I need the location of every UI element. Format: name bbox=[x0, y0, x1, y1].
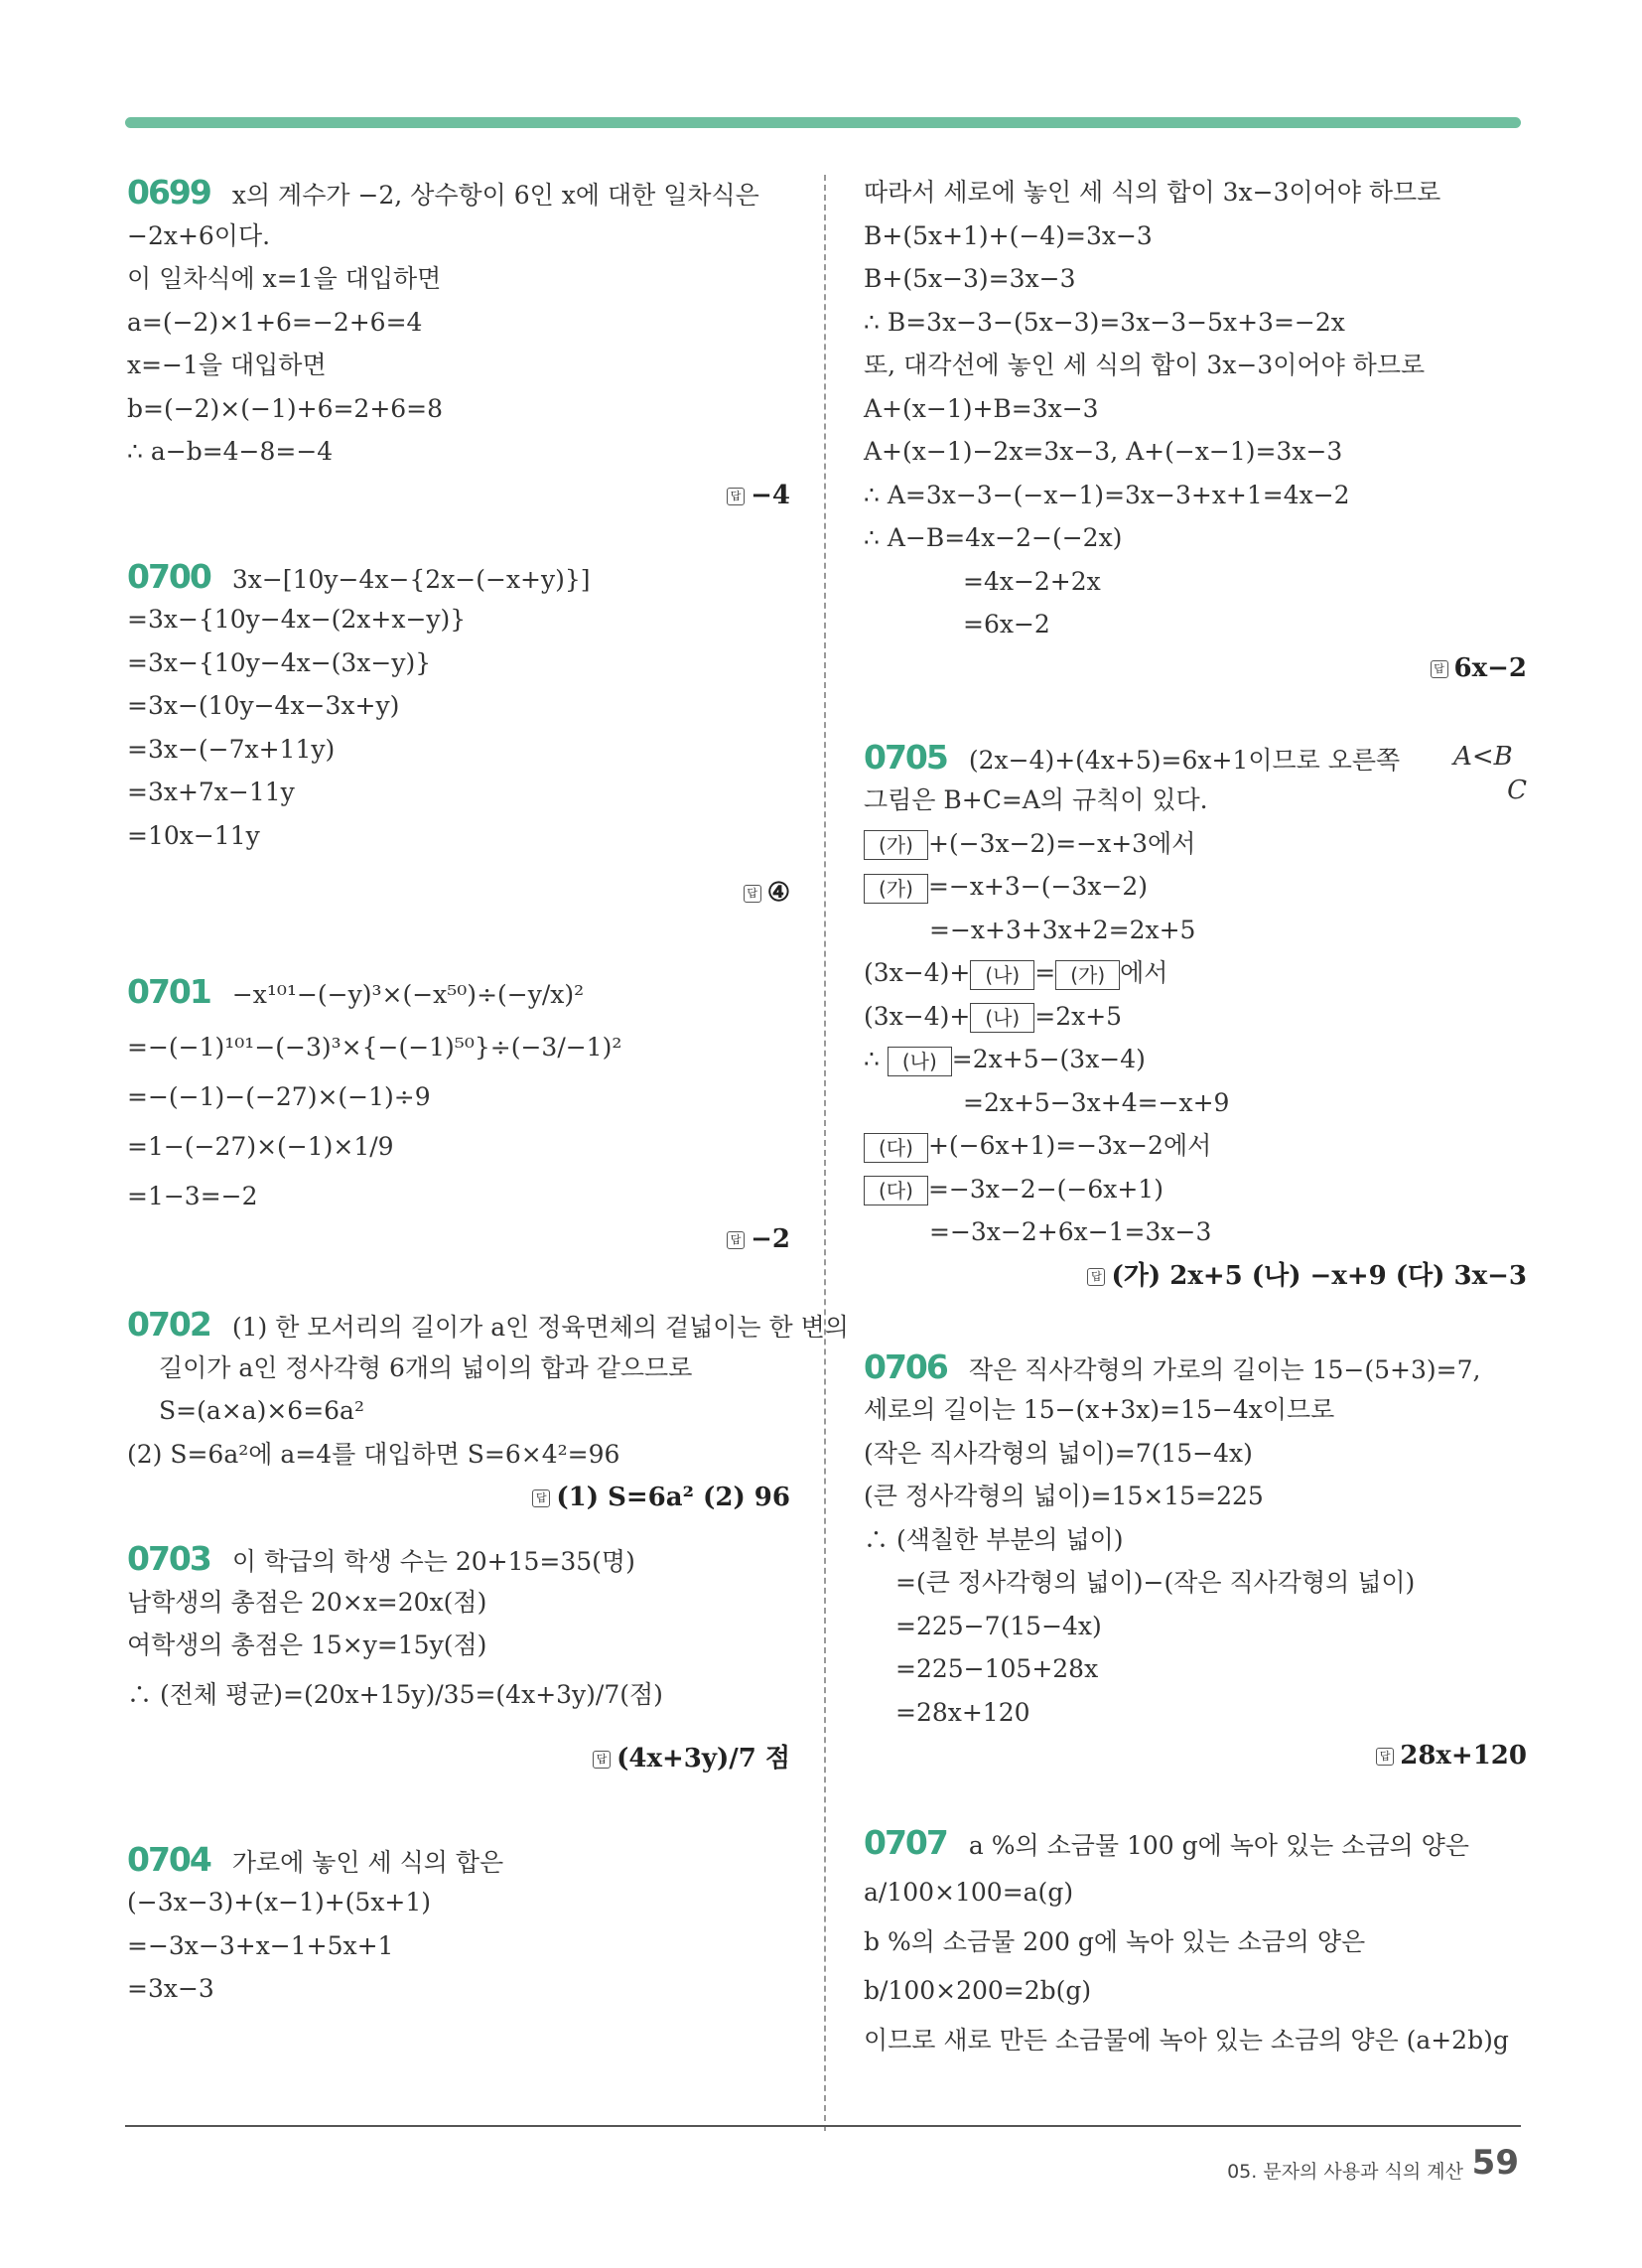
problem-0702 bbox=[127, 1303, 849, 1519]
solution-line: A+(x−1)−2x=3x−3, A+(−x−1)=3x−3 bbox=[864, 437, 1343, 466]
blank-box-ga: (가) bbox=[864, 830, 928, 860]
page-number: 59 bbox=[1471, 2143, 1519, 2183]
answer-value: −4 bbox=[751, 480, 790, 510]
solution-line: ∴ A−B=4x−2−(−2x) bbox=[864, 523, 1123, 552]
left-column bbox=[127, 171, 849, 2011]
right-column bbox=[864, 171, 1527, 2062]
solution-line: 이 학급의 학생 수는 20+15=35(명) bbox=[231, 1547, 635, 1576]
solution-line: +(−6x+1)=−3x−2에서 bbox=[927, 1131, 1212, 1160]
answer-mark-icon: 답 bbox=[744, 885, 761, 903]
equals-sign: = bbox=[1034, 958, 1056, 987]
solution-line: =3x−3 bbox=[127, 1974, 214, 2003]
solution-line: x=−1을 대입하면 bbox=[127, 351, 327, 379]
solution-line: (−3x−3)+(x−1)+(5x+1) bbox=[127, 1888, 432, 1916]
solution-line: ∴ (색칠한 부분의 넓이) bbox=[864, 1524, 1124, 1554]
problem-0700 bbox=[127, 555, 790, 916]
problem-number: 0704 bbox=[127, 1839, 210, 1879]
solution-line: =2x+5−3x+4=−x+9 bbox=[963, 1087, 1230, 1117]
answer-mark-icon: 답 bbox=[1376, 1748, 1394, 1766]
solution-line: =−x+3−(−3x−2) bbox=[927, 872, 1149, 901]
answer-value: −2 bbox=[751, 1224, 790, 1254]
solution-line: b %의 소금물 200 g에 녹아 있는 소금의 양은 bbox=[864, 1926, 1366, 1956]
diagram-c: C bbox=[1507, 775, 1527, 805]
blank-box-na: (나) bbox=[970, 960, 1034, 990]
blank-box-na: (나) bbox=[888, 1047, 952, 1076]
answer-mark-icon: 답 bbox=[727, 1231, 745, 1249]
problem-0704-continued bbox=[864, 171, 1527, 690]
solution-line: 이 일차식에 x=1을 대입하면 bbox=[127, 264, 442, 293]
answer-line bbox=[127, 1476, 790, 1519]
solution-line: 여학생의 총점은 15×y=15y(점) bbox=[127, 1630, 487, 1659]
answer-mark-icon: 답 bbox=[1087, 1268, 1105, 1286]
answer-line bbox=[864, 1734, 1527, 1777]
problem-0703 bbox=[127, 1537, 790, 1786]
problem-number: 0703 bbox=[127, 1539, 210, 1578]
solution-line: =−3x−2+6x−1=3x−3 bbox=[929, 1217, 1212, 1246]
answer-value: (1) S=6a² (2) 96 bbox=[556, 1483, 790, 1512]
solution-line: B+(5x+1)+(−4)=3x−3 bbox=[864, 220, 1153, 250]
solution-line: =225−105+28x bbox=[895, 1654, 1099, 1683]
solution-line: (작은 직사각형의 넓이)=7(15−4x) bbox=[864, 1438, 1253, 1468]
solution-line: ∴ a−b=4−8=−4 bbox=[127, 437, 334, 466]
solution-line: =−3x−3+x−1+5x+1 bbox=[127, 1930, 394, 1960]
answer-value: 6x−2 bbox=[1453, 652, 1527, 683]
solution-line: =225−7(15−4x) bbox=[895, 1611, 1102, 1640]
solution-line: =2x+5−(3x−4) bbox=[951, 1045, 1146, 1073]
blank-box-da: (다) bbox=[864, 1133, 928, 1163]
solution-line: 가로에 놓인 세 식의 합은 bbox=[231, 1847, 504, 1877]
solution-line: =3x−(10y−4x−3x+y) bbox=[127, 691, 400, 720]
solution-line: −x¹⁰¹−(−y)³×(−x⁵⁰)÷(−y/x)² bbox=[231, 980, 585, 1009]
answer-line bbox=[864, 646, 1527, 690]
blank-box-ga: (가) bbox=[1055, 960, 1120, 990]
solution-line: =6x−2 bbox=[963, 610, 1050, 638]
solution-line: =3x−(−7x+11y) bbox=[127, 734, 336, 764]
solution-line: (3x−4)+ bbox=[864, 1001, 971, 1031]
blank-box-na: (나) bbox=[970, 1003, 1034, 1033]
answer-value: (4x+3y)/7 점 bbox=[616, 1743, 790, 1773]
solution-line: B+(5x−3)=3x−3 bbox=[864, 264, 1076, 293]
solution-line: 3x−[10y−4x−{2x−(−x+y)}] bbox=[231, 564, 591, 594]
answer-mark-icon: 답 bbox=[532, 1489, 550, 1507]
solution-line: =3x+7x−11y bbox=[127, 778, 295, 806]
top-accent-bar bbox=[125, 117, 1521, 128]
column-divider bbox=[824, 175, 826, 2131]
problem-0701 bbox=[127, 964, 790, 1261]
problem-0699 bbox=[127, 171, 790, 517]
answer-value: (가) 2x+5 (나) −x+9 (다) 3x−3 bbox=[1111, 1260, 1527, 1291]
solution-line: −2x+6이다. bbox=[127, 220, 271, 250]
problem-number: 0706 bbox=[864, 1347, 947, 1386]
answer-mark-icon: 답 bbox=[727, 488, 745, 505]
answer-line bbox=[127, 871, 790, 915]
blank-box-da: (다) bbox=[864, 1176, 928, 1205]
solution-line: =28x+120 bbox=[895, 1697, 1030, 1727]
problem-0705 bbox=[864, 736, 1527, 1298]
solution-line: a/100×100=a(g) bbox=[864, 1877, 1074, 1907]
solution-line: 또, 대각선에 놓인 세 식의 합이 3x−3이어야 하므로 bbox=[864, 351, 1426, 379]
problem-number: 0702 bbox=[127, 1305, 210, 1344]
solution-line: =1−3=−2 bbox=[127, 1181, 258, 1210]
solution-line: 작은 직사각형의 가로의 길이는 15−(5+3)=7, bbox=[968, 1354, 1481, 1384]
answer-value: 28x+120 bbox=[1400, 1741, 1527, 1771]
answer-line bbox=[127, 1731, 790, 1786]
solution-line: (3x−4)+ bbox=[864, 958, 971, 987]
solution-line: A+(x−1)+B=3x−3 bbox=[864, 393, 1099, 423]
solution-line: 남학생의 총점은 20×x=20x(점) bbox=[127, 1587, 487, 1617]
problem-0706 bbox=[864, 1346, 1527, 1778]
solution-line: 그림은 B+C=A의 규칙이 있다. bbox=[864, 785, 1208, 814]
answer-value: ④ bbox=[766, 878, 790, 908]
solution-line: b/100×200=2b(g) bbox=[864, 1976, 1092, 2005]
therefore-symbol: ∴ bbox=[864, 1045, 880, 1073]
solution-line: 따라서 세로에 놓인 세 식의 합이 3x−3이어야 하므로 bbox=[864, 178, 1441, 207]
problem-number: 0701 bbox=[127, 972, 210, 1011]
problem-0704 bbox=[127, 1838, 790, 2011]
solution-line: =10x−11y bbox=[127, 820, 260, 850]
problem-0707 bbox=[864, 1821, 1527, 2062]
blank-box-ga: (가) bbox=[864, 874, 928, 904]
solution-line: ∴ (전체 평균)=(20x+15y)/35=(4x+3y)/7(점) bbox=[127, 1679, 663, 1709]
answer-mark-icon: 답 bbox=[593, 1751, 611, 1769]
bottom-rule bbox=[125, 2125, 1521, 2127]
solution-line: ∴ B=3x−3−(5x−3)=3x−3−5x+3=−2x bbox=[864, 307, 1345, 337]
problem-number: 0705 bbox=[864, 737, 947, 777]
answer-mark-icon: 답 bbox=[1431, 660, 1448, 678]
chapter-title: 05. 문자의 사용과 식의 계산 bbox=[1227, 2161, 1463, 2183]
solution-line: =(큰 정사각형의 넓이)−(작은 직사각형의 넓이) bbox=[895, 1568, 1416, 1597]
diagram-a: A bbox=[1453, 741, 1472, 772]
solution-line: +(−3x−2)=−x+3에서 bbox=[927, 828, 1196, 858]
solution-line: =−(−1)¹⁰¹−(−3)³×{−(−1)⁵⁰}÷(−3/−1)² bbox=[127, 1033, 622, 1062]
problem-number: 0707 bbox=[864, 1823, 947, 1862]
solution-line: (2) S=6a²에 a=4를 대입하면 S=6×4²=96 bbox=[127, 1439, 620, 1469]
solution-line: (2x−4)+(4x+5)=6x+1이므로 오른쪽 bbox=[968, 745, 1401, 775]
solution-line: a %의 소금물 100 g에 녹아 있는 소금의 양은 bbox=[968, 1831, 1469, 1860]
solution-line: =−(−1)−(−27)×(−1)÷9 bbox=[127, 1082, 431, 1111]
answer-line bbox=[127, 1217, 790, 1261]
solution-suffix: 에서 bbox=[1120, 958, 1168, 987]
solution-line: 길이가 a인 정사각형 6개의 넓이의 합과 같으므로 bbox=[159, 1352, 693, 1382]
solution-line: 세로의 길이는 15−(x+3x)=15−4x이므로 bbox=[864, 1395, 1335, 1424]
solution-line: =3x−{10y−4x−(2x+x−y)} bbox=[127, 605, 467, 634]
solution-line: x의 계수가 −2, 상수항이 6인 x에 대한 일차식은 bbox=[231, 181, 759, 210]
problem-number: 0700 bbox=[127, 556, 210, 596]
solution-line: =3x−{10y−4x−(3x−y)} bbox=[127, 647, 432, 677]
solution-line: b=(−2)×(−1)+6=2+6=8 bbox=[127, 393, 444, 423]
solution-line: S=(a×a)×6=6a² bbox=[159, 1396, 364, 1425]
solution-line: (1) 한 모서리의 길이가 a인 정육면체의 겉넓이는 한 변의 bbox=[231, 1313, 849, 1342]
diagram-b: B bbox=[1493, 741, 1513, 772]
solution-line: =−3x−2−(−6x+1) bbox=[927, 1174, 1163, 1204]
solution-line: a=(−2)×1+6=−2+6=4 bbox=[127, 307, 423, 337]
solution-suffix: =2x+5 bbox=[1034, 1001, 1123, 1031]
solution-line: 이므로 새로 만든 소금물에 녹아 있는 소금의 양은 (a+2b)g bbox=[864, 2026, 1509, 2055]
solution-line: (큰 정사각형의 넓이)=15×15=225 bbox=[864, 1482, 1264, 1510]
solution-line: =1−(−27)×(−1)×1/9 bbox=[127, 1131, 394, 1161]
solution-line: =4x−2+2x bbox=[963, 566, 1101, 596]
solution-line: =−x+3+3x+2=2x+5 bbox=[929, 915, 1196, 944]
solution-line: ∴ A=3x−3−(−x−1)=3x−3+x+1=4x−2 bbox=[864, 480, 1350, 509]
answer-line bbox=[864, 1254, 1527, 1298]
answer-line bbox=[127, 474, 790, 517]
abc-diagram: A<B C bbox=[1453, 741, 1527, 805]
problem-number: 0699 bbox=[127, 173, 210, 212]
